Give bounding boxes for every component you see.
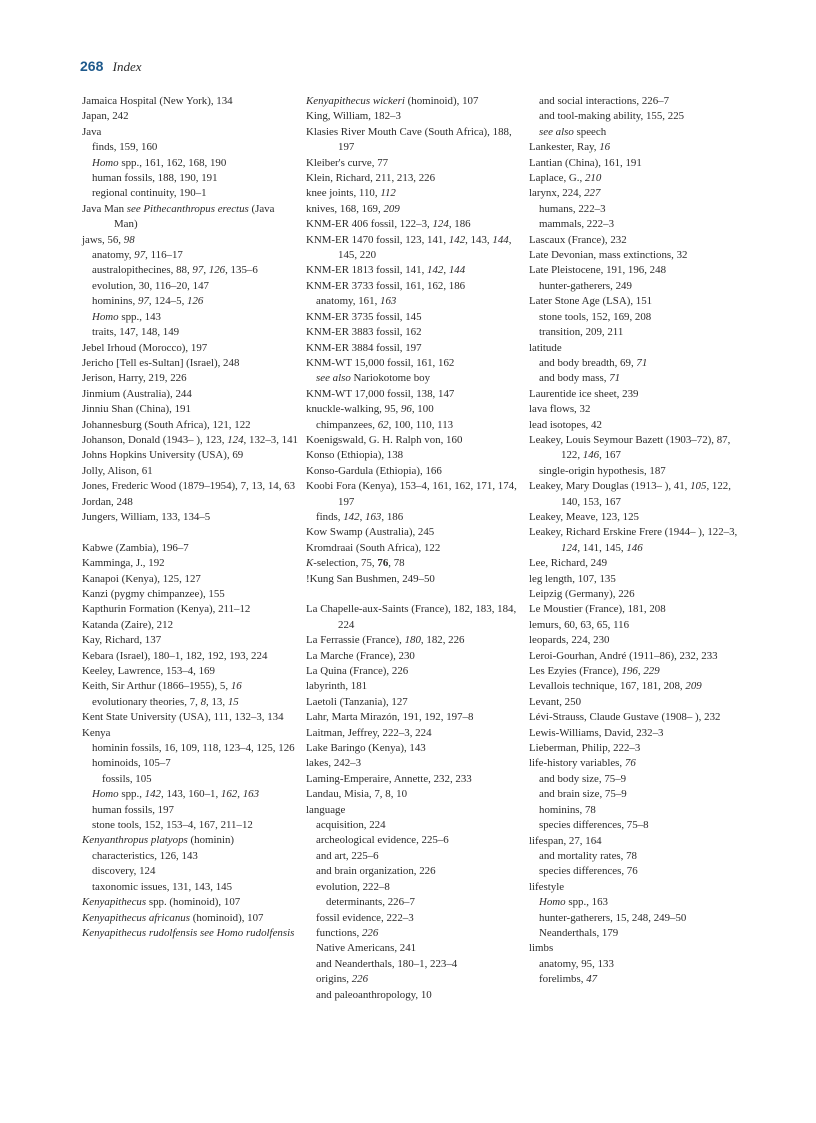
index-subentry: human fossils, 188, 190, 191: [92, 172, 218, 185]
section-gap: [82, 525, 300, 540]
index-subentry: species differences, 76: [539, 865, 638, 878]
index-entry: Kow Swamp (Australia), 245: [306, 526, 435, 539]
index-entry: KNM-ER 3883 fossil, 162: [306, 326, 422, 339]
index-entry: Kenyapithecus wickeri (hominoid), 107: [306, 95, 479, 107]
index-entry: Keeley, Lawrence, 153–4, 169: [82, 665, 215, 678]
index-entry: knives, 168, 169, 209: [306, 202, 400, 215]
index-entry: Lévi-Strauss, Claude Gustave (1908– ), 232: [529, 711, 721, 724]
index-subentry: chimpanzees, 62, 100, 110, 113: [316, 418, 454, 431]
index-entry: Kent State University (USA), 111, 132–3, 134: [82, 711, 284, 724]
index-entry: Le Moustier (France), 181, 208: [529, 603, 666, 616]
index-entry: Lake Baringo (Kenya), 143: [306, 742, 426, 755]
index-subentry: Neanderthals, 179: [539, 926, 619, 939]
index-entry: Leipzig (Germany), 226: [529, 588, 635, 600]
index-entry: Les Ezyies (France), 196, 229: [529, 665, 660, 678]
index-subentry: Homo spp., 163: [539, 896, 608, 909]
index-entry: Levant, 250: [529, 695, 582, 708]
index-entry: Lewis-Williams, David, 232–3: [529, 726, 664, 739]
index-subentry: regional continuity, 190–1: [92, 187, 207, 200]
index-column-3: [529, 94, 745, 988]
index-entry: life-history variables, 76: [529, 757, 636, 770]
page-number: 268: [80, 58, 104, 74]
index-subentry: fossil evidence, 222–3: [316, 911, 414, 924]
index-entry: jaws, 56, 98: [82, 233, 135, 246]
index-entry: Kapthurin Formation (Kenya), 211–12: [82, 603, 251, 616]
index-subentry: fossils, 105: [102, 772, 152, 785]
index-entry: Laitman, Jeffrey, 222–3, 224: [306, 726, 432, 739]
running-header: [80, 58, 141, 75]
index-entry: Laplace, G., 210: [529, 172, 602, 185]
index-subentry: anatomy, 161, 163: [316, 295, 397, 308]
index-subentry: transition, 209, 211: [539, 326, 624, 339]
index-entry: Java: [82, 125, 102, 138]
index-entry: La Chapelle-aux-Saints (France), 182, 183, 184, 224: [306, 603, 517, 631]
index-subentry: Homo spp., 161, 162, 168, 190: [92, 156, 227, 169]
index-subentry: and brain organization, 226: [316, 865, 436, 878]
index-entry: La Marche (France), 230: [306, 649, 415, 662]
index-entry: La Quina (France), 226: [306, 665, 409, 678]
index-entry: Late Pleistocene, 191, 196, 248: [529, 264, 667, 277]
index-subentry: anatomy, 95, 133: [539, 957, 614, 970]
index-subentry: humans, 222–3: [539, 202, 606, 215]
index-entry: Jericho [Tell es-Sultan] (Israel), 248: [82, 356, 240, 369]
index-entry: Konso (Ethiopia), 138: [306, 449, 404, 462]
index-entry: KNM-ER 3733 fossil, 161, 162, 186: [306, 279, 466, 292]
index-entry: labyrinth, 181: [306, 680, 368, 693]
index-entry: Landau, Misia, 7, 8, 10: [306, 788, 408, 801]
index-entry: Jamaica Hospital (New York), 134: [82, 95, 233, 107]
index-subentry: and body breadth, 69, 71: [539, 356, 648, 369]
index-entry: Lascaux (France), 232: [529, 233, 627, 246]
index-entry: KNM-WT 17,000 fossil, 138, 147: [306, 387, 455, 400]
index-entry: Konso-Gardula (Ethiopia), 166: [306, 464, 442, 477]
index-entry: Kleiber's curve, 77: [306, 156, 389, 169]
index-subentry: stone tools, 152, 169, 208: [539, 310, 652, 323]
index-entry: KNM-ER 3884 fossil, 197: [306, 341, 422, 354]
index-entry: Leroi-Gourhan, André (1911–86), 232, 233: [529, 649, 718, 662]
index-entry: Kenyanthropus platyops (hominin): [82, 834, 235, 847]
index-entry: Late Devonian, mass extinctions, 32: [529, 249, 688, 262]
section-gap: [306, 587, 524, 602]
index-entry: Koenigswald, G. H. Ralph von, 160: [306, 433, 463, 446]
index-entry: Johanson, Donald (1943– ), 123, 124, 132–3, 141: [82, 433, 298, 446]
index-entry: Lahr, Marta Mirazón, 191, 192, 197–8: [306, 711, 474, 724]
index-entry: Keith, Sir Arthur (1866–1955), 5, 16: [82, 680, 242, 693]
index-entry: Kenyapithecus africanus (hominoid), 107: [82, 911, 264, 924]
index-entry: leopards, 224, 230: [529, 634, 610, 647]
index-subentry: Homo spp., 142, 143, 160–1, 162, 163: [92, 788, 260, 801]
index-subentry: evolutionary theories, 7, 8, 13, 15: [92, 695, 239, 708]
index-subentry: see also Nariokotome boy: [316, 372, 431, 385]
index-entry: knuckle-walking, 95, 96, 100: [306, 403, 434, 416]
index-subentry: stone tools, 152, 153–4, 167, 211–12: [92, 819, 253, 832]
index-entry: Johannesburg (South Africa), 121, 122: [82, 418, 251, 431]
index-entry: KNM-WT 15,000 fossil, 161, 162: [306, 356, 455, 369]
index-entry: Koobi Fora (Kenya), 153–4, 161, 162, 171, 174, 197: [306, 480, 517, 508]
index-entry: K-selection, 75, 76, 78: [306, 557, 405, 570]
index-entry: Jungers, William, 133, 134–5: [82, 510, 211, 523]
index-subentry: acquisition, 224: [316, 819, 386, 832]
index-subentry: hominin fossils, 16, 109, 118, 123–4, 125, 126: [92, 742, 295, 755]
index-entry: Lieberman, Philip, 222–3: [529, 742, 641, 755]
index-entry: Kabwe (Zambia), 196–7: [82, 541, 189, 554]
index-subentry: taxonomic issues, 131, 143, 145: [92, 880, 233, 893]
index-column-2: [306, 94, 524, 1003]
index-entry: lava flows, 32: [529, 403, 591, 416]
index-entry: Levallois technique, 167, 181, 208, 209: [529, 680, 702, 693]
index-entry: Laming-Emperaire, Annette, 232, 233: [306, 772, 472, 785]
index-subentry: australopithecines, 88, 97, 126, 135–6: [92, 264, 258, 277]
index-subentry: and social interactions, 226–7: [539, 95, 670, 107]
index-subentry: Native Americans, 241: [316, 942, 417, 955]
index-subentry: hominoids, 105–7: [92, 757, 171, 770]
index-entry: Leakey, Richard Erskine Frere (1944– ), 122–3, 124, 141, 145, 146: [529, 526, 738, 554]
index-entry: Kenyapithecus spp. (hominoid), 107: [82, 896, 241, 909]
index-subentry: forelimbs, 47: [539, 973, 598, 986]
index-subentry: and mortality rates, 78: [539, 849, 637, 862]
index-subentry: and paleoanthropology, 10: [316, 988, 432, 1001]
index-entry: Katanda (Zaire), 212: [82, 618, 174, 631]
index-entry: Jebel Irhoud (Morocco), 197: [82, 341, 208, 354]
index-subentry: and tool-making ability, 155, 225: [539, 110, 685, 123]
index-subentry: hunter-gatherers, 15, 248, 249–50: [539, 911, 687, 924]
index-entry: lifespan, 27, 164: [529, 834, 602, 847]
index-subentry: Homo spp., 143: [92, 310, 161, 323]
index-entry: Klasies River Mouth Cave (South Africa), 188, 197: [306, 125, 512, 154]
index-entry: Kanzi (pygmy chimpanzee), 155: [82, 587, 225, 600]
index-entry: knee joints, 110, 112: [306, 187, 396, 200]
index-subentry: and art, 225–6: [316, 849, 379, 862]
index-entry: limbs: [529, 942, 554, 955]
index-entry: Kay, Richard, 137: [82, 634, 162, 647]
index-subentry: traits, 147, 148, 149: [92, 326, 180, 339]
index-entry: Jones, Frederic Wood (1879–1954), 7, 13, 14, 63: [82, 480, 296, 493]
running-title: Index: [112, 59, 142, 74]
index-subentry: see also speech: [539, 125, 607, 138]
index-subentry: functions, 226: [316, 926, 379, 939]
index-entry: Kanapoi (Kenya), 125, 127: [82, 572, 201, 585]
index-column-1: [82, 94, 300, 941]
index-entry: Kenya: [82, 726, 111, 739]
index-entry: Kenyapithecus rudolfensis see Homo rudolfensis: [82, 926, 295, 939]
index-entry: lead isotopes, 42: [529, 418, 602, 431]
index-entry: lakes, 242–3: [306, 757, 362, 770]
index-entry: Jinniu Shan (China), 191: [82, 403, 191, 416]
index-subentry: species differences, 75–8: [539, 819, 649, 832]
index-subentry: evolution, 222–8: [316, 880, 390, 893]
index-entry: language: [306, 803, 346, 816]
index-subentry: discovery, 124: [92, 865, 156, 878]
index-entry: Laetoli (Tanzania), 127: [306, 695, 408, 708]
index-entry: Kromdraai (South Africa), 122: [306, 541, 441, 554]
index-entry: Lee, Richard, 249: [529, 557, 608, 570]
index-entry: Laurentide ice sheet, 239: [529, 387, 639, 400]
index-entry: Jerison, Harry, 219, 226: [82, 372, 187, 385]
index-subentry: and brain size, 75–9: [539, 788, 627, 801]
index-entry: Japan, 242: [82, 110, 129, 123]
index-entry: KNM-ER 1813 fossil, 141, 142, 144: [306, 264, 466, 277]
index-subentry: finds, 142, 163, 186: [316, 510, 404, 523]
index-entry: Later Stone Age (LSA), 151: [529, 295, 653, 308]
index-subentry: determinants, 226–7: [326, 896, 415, 909]
index-entry: Jordan, 248: [82, 495, 133, 508]
index-entry: Kamminga, J., 192: [82, 557, 165, 570]
index-subentry: single-origin hypothesis, 187: [539, 464, 666, 477]
index-subentry: hunter-gatherers, 249: [539, 279, 632, 292]
index-entry: KNM-ER 3735 fossil, 145: [306, 310, 422, 323]
index-entry: Leakey, Meave, 123, 125: [529, 510, 639, 523]
index-entry: Jinmium (Australia), 244: [82, 387, 192, 400]
index-entry: Java Man see Pithecanthropus erectus (Java Man): [82, 202, 275, 231]
index-subentry: characteristics, 126, 143: [92, 849, 198, 862]
index-subentry: human fossils, 197: [92, 803, 174, 816]
index-entry: leg length, 107, 135: [529, 572, 616, 585]
index-entry: latitude: [529, 341, 562, 354]
index-entry: lifestyle: [529, 880, 565, 893]
index-subentry: hominins, 78: [539, 803, 596, 816]
index-subentry: and Neanderthals, 180–1, 223–4: [316, 957, 458, 970]
index-entry: Jolly, Alison, 61: [82, 464, 153, 477]
index-entry: Leakey, Louis Seymour Bazett (1903–72), 87, 122, 146, 167: [529, 433, 731, 462]
index-subentry: and body size, 75–9: [539, 772, 627, 785]
index-subentry: evolution, 30, 116–20, 147: [92, 279, 209, 292]
index-entry: KNM-ER 1470 fossil, 123, 141, 142, 143, 144, 145, 220: [306, 233, 512, 262]
index-entry: La Ferrassie (France), 180, 182, 226: [306, 634, 465, 647]
index-subentry: finds, 159, 160: [92, 141, 158, 154]
index-entry: KNM-ER 406 fossil, 122–3, 124, 186: [306, 218, 471, 231]
index-entry: Klein, Richard, 211, 213, 226: [306, 172, 436, 185]
index-entry: Leakey, Mary Douglas (1913– ), 41, 105, 122, 140, 153, 167: [529, 480, 731, 508]
index-subentry: archeological evidence, 225–6: [316, 834, 449, 847]
index-entry: !Kung San Bushmen, 249–50: [306, 572, 435, 585]
index-entry: King, William, 182–3: [306, 110, 401, 123]
index-entry: larynx, 224, 227: [529, 187, 601, 200]
index-subentry: mammals, 222–3: [539, 218, 615, 231]
index-subentry: origins, 226: [316, 973, 369, 986]
index-entry: lemurs, 60, 63, 65, 116: [529, 618, 630, 631]
index-subentry: hominins, 97, 124–5, 126: [92, 295, 204, 308]
index-subentry: anatomy, 97, 116–17: [92, 249, 183, 262]
index-entry: Kebara (Israel), 180–1, 182, 192, 193, 224: [82, 649, 268, 662]
index-entry: Lantian (China), 161, 191: [529, 156, 642, 169]
index-subentry: and body mass, 71: [539, 372, 621, 385]
index-entry: Lankester, Ray, 16: [529, 141, 611, 154]
index-entry: Johns Hopkins University (USA), 69: [82, 449, 244, 462]
